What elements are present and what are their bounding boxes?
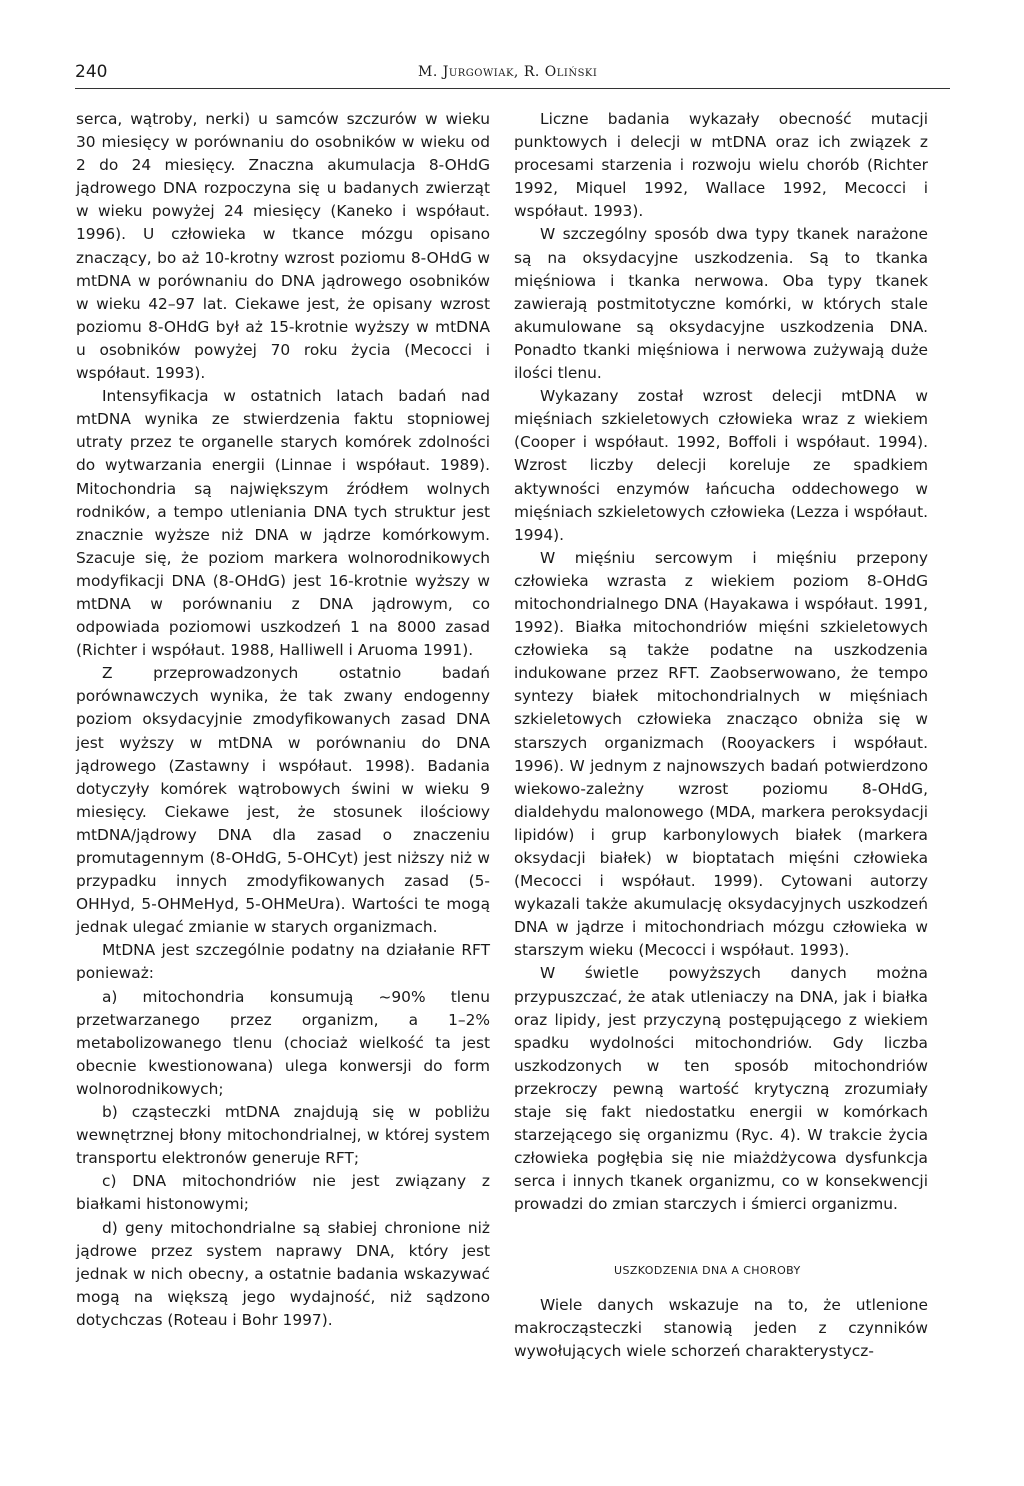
left-column bbox=[76, 108, 490, 1332]
paragraph: W świetle powyższych danych można przypuszczać, że atak utleniaczy na DNA, jak i białka oraz lipidy, jest przyczyną postępującego z wiekiem spadku wydolności mitochondriów. Gdy liczba uszkodzonych w ten sposób mitochondriów przekroczy pewną wartość krytyczną zrozumiały staje się fakt niedostatku energii w komórkach starzejącego się organizmu (Ryc. 4). W trakcie życia człowieka pogłębia się nie miażdżycowa dysfunkcja serca i innych tkanek organizmu, co w konsekwencji prowadzi do zmian starczych i śmierci organizmu. bbox=[514, 964, 928, 1214]
list-item: a) mitochondria konsumują ~90% tlenu przetwarzanego przez organizm, a 1–2% metabolizowanego tlenu (chociaż wielkość ta jest obecnie kwestionowana) ulega konwersji do form wolnorodnikowych; bbox=[76, 987, 490, 1098]
paragraph: Wiele danych wskazuje na to, że utlenione makrocząsteczki stanowią jeden z czynników wywołujących wiele schorzeń charakterystycz- bbox=[514, 1295, 928, 1360]
right-column bbox=[514, 108, 928, 1363]
paragraph: Intensyfikacja w ostatnich latach badań nad mtDNA wynika ze stwierdzenia faktu stopniowej utraty przez te organelle starych komórek zdolności do wytwarzania energii (Linnae i współaut. 1989). Mitochondria są największym źródłem wolnych rodników, a tempo utleniania DNA tych struktur jest znacznie wyższe niż DNA w jądrze komórkowym. Szacuje się, że poziom markera wolnorodnikowych modyfikacji DNA (8-OHdG) jest 16-krotnie wyższy w mtDNA w porównaniu z DNA jądrowym, co odpowiada poziomowi uszkodzeń 1 na 8000 zasad (Richter i współaut. 1988, Halliwell i Aruoma 1991). bbox=[76, 387, 490, 660]
list-item: b) cząsteczki mtDNA znajdują się w pobliżu wewnętrznej błony mitochondrialnej, w której system transportu elektronów generuje RFT; bbox=[76, 1103, 490, 1168]
paragraph: MtDNA jest szczególnie podatny na działanie RFT ponieważ: bbox=[76, 941, 490, 983]
paragraph: Wykazany został wzrost delecji mtDNA w mięśniach szkieletowych człowieka wraz z wiekiem (Cooper i współaut. 1992, Boffoli i współaut. 1994). Wzrost liczby delecji koreluje ze spadkiem aktywności enzymów łańcucha oddechowego w mięśniach szkieletowych człowieka (Lezza i współaut. 1994). bbox=[514, 387, 928, 544]
paragraph: serca, wątroby, nerki) u samców szczurów w wieku 30 miesięcy w porównaniu do osobników w wieku od 2 do 24 miesięcy. Znaczna akumulacja 8-OHdG jądrowego DNA rozpoczyna się u badanych zwierząt w wieku powyżej 24 miesięcy (Kaneko i współaut. 1996). U człowieka w tkance mózgu opisano znaczący, bo aż 10-krotny wzrost poziomu 8-OHdG w mtDNA w porównaniu do DNA jądrowego osobników w wieku 42–97 lat. Ciekawe jest, że opisany wzrost poziomu 8-OHdG był aż 15-krotnie wyższy w mtDNA u osobników powyżej 70 roku życia (Mecocci i współaut. 1993). bbox=[76, 110, 490, 383]
list-item: d) geny mitochondrialne są słabiej chronione niż jądrowe przez system naprawy DNA, który jest jednak w nich obecny, a ostatnie badania wskazywać mogą na większą jego wydajność, niż sądzono dotychczas (Roteau i Bohr 1997). bbox=[76, 1218, 490, 1329]
list-item: c) DNA mitochondriów nie jest związany z białkami histonowymi; bbox=[76, 1172, 490, 1214]
page-header bbox=[75, 62, 950, 89]
section-title: USZKODZENIA DNA A CHOROBY bbox=[614, 1263, 801, 1277]
running-head: M. Jurgowiak, R. Oliński bbox=[418, 64, 598, 80]
paragraph: W szczególny sposób dwa typy tkanek narażone są na oksydacyjne uszkodzenia. Są to tkanka mięśniowa i tkanka nerwowa. Oba typy tkanek zawierają postmitotyczne komórki, w których stale akumulowane są oksydacyjne uszkodzenia DNA. Ponadto tkanki mięśniowa i nerwowa zużywają duże ilości tlenu. bbox=[514, 225, 928, 383]
page-number: 240 bbox=[75, 62, 108, 82]
paragraph: W mięśniu sercowym i mięśniu przepony człowieka wzrasta z wiekiem poziom 8-OHdG mitochondrialnego DNA (Hayakawa i współaut. 1991, 1992). Białka mitochondriów mięśni szkieletowych człowieka są także podatne na uszkodzenia indukowane przez RFT. Zaobserwowano, że tempo syntezy białek mitochondrialnych w mięśniach szkieletowych człowieka znacząco obniża się w starszych organizmach (Rooyackers i współaut. 1996). W jednym z najnowszych badań potwierdzono wiekowo-zależny wzrost poziomu 8-OHdG, dialdehydu malonowego (MDA, markera peroksydacji lipidów) i grup karbonylowych białek (markera oksydacji białek) w bioptatach mięśni człowieka (Mecocci i współaut. 1999). Cytowani autorzy wykazali także akumulację oksydacyjnych uszkodzeń DNA w jądrze i mitochondriach mózgu człowieka w starszym wieku (Mecocci i współaut. 1993). bbox=[514, 548, 928, 960]
paragraph: Z przeprowadzonych ostatnio badań porównawczych wynika, że tak zwany endogenny poziom oksydacyjnie zmodyfikowanych zasad DNA jest wyższy w mtDNA w porównaniu do DNA jądrowego (Zastawny i współaut. 1998). Badania dotyczyły komórek wątrobowych świni w wieku 9 miesięcy. Ciekawe jest, że stosunek ilościowy mtDNA/jądrowy DNA dla zasad o znaczeniu promutagennym (8-OHdG, 5-OHCyt) jest niższy niż w przypadku innych zmodyfikowanych zasad (5-OHHyd, 5-OHMeHyd, 5-OHMeUra). Wartości te mogą jednak ulegać zmianie w starych organizmach. bbox=[76, 664, 490, 937]
paragraph: Liczne badania wykazały obecność mutacji punktowych i delecji w mtDNA oraz ich związek z procesami starzenia i rozwoju wielu chorób (Richter 1992, Miquel 1992, Wallace 1992, Mecocci i współaut. 1993). bbox=[514, 110, 928, 221]
